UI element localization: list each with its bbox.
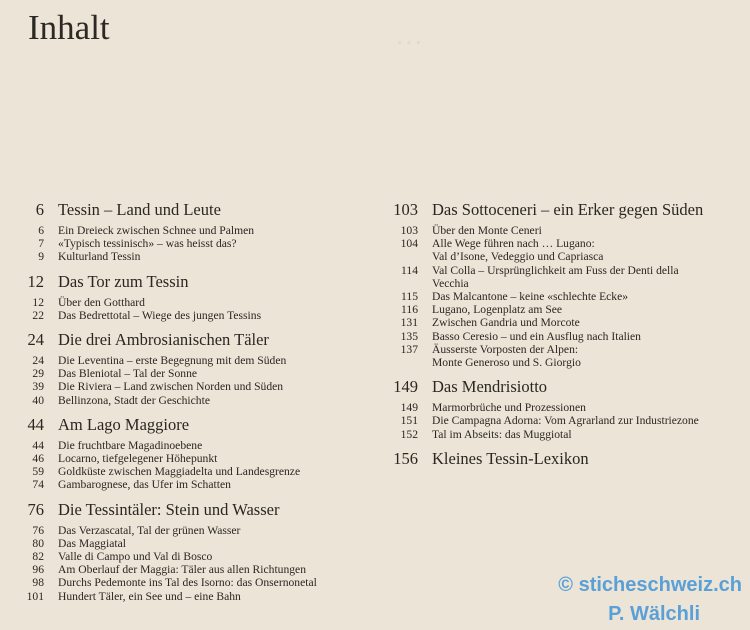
section-title: Das Mendrisiotto bbox=[432, 377, 548, 397]
toc-entry[interactable] bbox=[10, 237, 370, 250]
toc-entry[interactable] bbox=[10, 465, 370, 478]
entry-page-number: 6 bbox=[38, 224, 44, 237]
entry-text: Die fruchtbare Magadinoebene bbox=[58, 438, 203, 452]
page-title: Inhalt bbox=[28, 8, 110, 47]
entry-page-number: 22 bbox=[32, 308, 44, 322]
entry-page-number: 131 bbox=[400, 316, 418, 330]
section-title: Tessin – Land und Leute bbox=[58, 200, 221, 219]
entry-page-number: 151 bbox=[400, 414, 418, 428]
entry-text: Monte Generoso und S. Giorgio bbox=[432, 356, 581, 370]
entry-page-number bbox=[384, 250, 418, 263]
entry-page-number: 135 bbox=[400, 329, 418, 343]
entry-page-number: 24 bbox=[32, 354, 44, 368]
toc-entry[interactable] bbox=[10, 452, 370, 465]
section-page-number: 44 bbox=[27, 414, 44, 434]
toc-entry[interactable] bbox=[10, 478, 370, 491]
toc-entry[interactable] bbox=[10, 576, 370, 589]
toc-entry[interactable] bbox=[384, 401, 746, 414]
toc-entry[interactable] bbox=[10, 590, 370, 603]
entry-text: Valle di Campo und Val di Bosco bbox=[58, 550, 213, 564]
entry-page-number: 80 bbox=[32, 536, 44, 550]
section-page-number: 149 bbox=[393, 377, 418, 397]
entry-text: Das Bedrettotal – Wiege des jungen Tessins bbox=[58, 308, 262, 322]
section-page-number: 6 bbox=[35, 200, 44, 219]
toc-entry[interactable] bbox=[384, 330, 746, 343]
entry-text: Hundert Täler, ein See und – eine Bahn bbox=[58, 589, 241, 603]
entry-text: Am Oberlauf der Maggia: Täler aus allen Richtungen bbox=[58, 563, 307, 577]
entry-text: Das Verzascatal, Tal der grünen Wasser bbox=[58, 523, 241, 537]
toc-entry[interactable] bbox=[384, 237, 746, 250]
entry-text: «Typisch tessinisch» – was heisst das? bbox=[58, 237, 237, 251]
toc-entry[interactable] bbox=[10, 309, 370, 322]
toc-section bbox=[384, 377, 746, 441]
entry-page-number: 114 bbox=[401, 263, 418, 277]
entry-page-number: 152 bbox=[400, 427, 418, 441]
toc-entry[interactable] bbox=[384, 428, 746, 441]
entry-page-number: 116 bbox=[401, 303, 418, 317]
entry-text: Alle Wege führen nach … Lugano: bbox=[432, 237, 595, 251]
entry-text: Das Malcantone – keine «schlechte Ecke» bbox=[432, 290, 629, 304]
entry-page-number: 12 bbox=[32, 295, 44, 309]
toc-entry[interactable] bbox=[384, 290, 746, 303]
entry-page-number: 7 bbox=[38, 237, 44, 251]
entry-text: Das Bleniotal – Tal der Sonne bbox=[58, 367, 198, 381]
entry-text: Gambarognese, das Ufer im Schatten bbox=[58, 478, 231, 492]
toc-entry[interactable] bbox=[384, 264, 746, 277]
toc-entry[interactable] bbox=[384, 356, 746, 369]
entry-text: Äusserste Vorposten der Alpen: bbox=[432, 342, 579, 356]
entry-page-number: 9 bbox=[38, 250, 44, 264]
entry-text: Die Riviera – Land zwischen Norden und Süden bbox=[58, 380, 284, 394]
section-page-number: 103 bbox=[393, 200, 418, 219]
toc-section bbox=[10, 330, 370, 407]
entry-page-number: 103 bbox=[400, 224, 418, 237]
entry-text: Goldküste zwischen Maggiadelta und Landesgrenze bbox=[58, 465, 301, 479]
entry-page-number: 44 bbox=[32, 438, 44, 452]
entry-text: Val d’Isone, Vedeggio und Capriasca bbox=[432, 250, 604, 264]
toc-entry[interactable] bbox=[10, 394, 370, 407]
section-title: Die Tessintäler: Stein und Wasser bbox=[58, 499, 280, 519]
section-heading[interactable] bbox=[384, 200, 746, 224]
entry-text: Die Leventina – erste Begegnung mit dem Süden bbox=[58, 354, 287, 368]
toc-entry[interactable] bbox=[10, 439, 370, 452]
entry-text: Tal im Abseits: das Muggiotal bbox=[432, 427, 572, 441]
entry-page-number: 39 bbox=[32, 380, 44, 394]
toc-entry[interactable] bbox=[384, 277, 746, 290]
entry-page-number: 74 bbox=[32, 478, 44, 492]
entry-text: Vecchia bbox=[432, 276, 469, 290]
section-heading[interactable] bbox=[10, 330, 370, 354]
entry-text: Kulturland Tessin bbox=[58, 250, 141, 264]
toc-entry[interactable] bbox=[384, 316, 746, 329]
entry-page-number: 115 bbox=[401, 290, 418, 304]
toc-section bbox=[10, 500, 370, 603]
section-page-number: 156 bbox=[393, 448, 418, 468]
toc-entry[interactable] bbox=[384, 250, 746, 263]
section-heading[interactable] bbox=[10, 200, 370, 224]
toc-section bbox=[10, 272, 370, 322]
section-heading[interactable] bbox=[384, 449, 746, 473]
toc-entry[interactable] bbox=[10, 537, 370, 550]
toc-entry[interactable] bbox=[10, 550, 370, 563]
entry-page-number: 76 bbox=[32, 523, 44, 537]
toc-section bbox=[384, 449, 746, 473]
toc-section bbox=[384, 200, 746, 369]
section-page-number: 24 bbox=[27, 330, 44, 350]
entry-page-number: 137 bbox=[400, 342, 418, 356]
entry-text: Lugano, Logenplatz am See bbox=[432, 303, 563, 317]
entry-page-number: 82 bbox=[32, 550, 44, 564]
toc-entry[interactable] bbox=[10, 296, 370, 309]
entry-page-number: 101 bbox=[26, 589, 44, 603]
entry-text: Locarno, tiefgelegener Höhepunkt bbox=[58, 452, 218, 466]
section-title: Das Tor zum Tessin bbox=[58, 271, 189, 291]
toc-entry[interactable] bbox=[10, 367, 370, 380]
toc-left-column bbox=[10, 200, 370, 611]
entry-page-number: 96 bbox=[32, 563, 44, 577]
section-title: Das Sottoceneri – ein Erker gegen Süden bbox=[432, 200, 704, 219]
toc-entry[interactable] bbox=[384, 343, 746, 356]
entry-text: Val Colla – Ursprünglichkeit am Fuss der Denti della bbox=[432, 263, 679, 277]
toc-entry[interactable] bbox=[10, 380, 370, 393]
entry-page-number: 98 bbox=[32, 576, 44, 590]
entry-text: Marmorbrüche und Prozessionen bbox=[432, 401, 586, 415]
section-title: Die drei Ambrosianischen Täler bbox=[58, 330, 269, 350]
entry-text: Zwischen Gandria und Morcote bbox=[432, 316, 580, 330]
toc-entry[interactable] bbox=[384, 303, 746, 316]
entry-text: Basso Ceresio – und ein Ausflug nach Italien bbox=[432, 329, 641, 343]
toc-entry[interactable] bbox=[10, 224, 370, 237]
entry-page-number: 29 bbox=[32, 367, 44, 381]
watermark-author: P. Wälchli bbox=[608, 603, 700, 625]
entry-page-number: 40 bbox=[32, 393, 44, 407]
entry-text: Das Maggiatal bbox=[58, 536, 126, 550]
toc-entry[interactable] bbox=[10, 250, 370, 263]
entry-text: Bellinzona, Stadt der Geschichte bbox=[58, 393, 210, 407]
watermark-copyright: © sticheschweiz.ch bbox=[558, 574, 742, 596]
toc-entry[interactable] bbox=[10, 524, 370, 537]
toc-entry[interactable] bbox=[10, 563, 370, 576]
toc-section bbox=[10, 200, 370, 264]
section-title: Am Lago Maggiore bbox=[58, 414, 190, 434]
entry-page-number bbox=[384, 277, 418, 290]
section-heading[interactable] bbox=[384, 377, 746, 401]
toc-section bbox=[10, 415, 370, 492]
entry-page-number: 59 bbox=[32, 465, 44, 479]
entry-text: Durchs Pedemonte ins Tal des Isorno: das Onsernonetal bbox=[58, 576, 317, 590]
entry-text: Die Campagna Adorna: Vom Agrarland zur Industriezone bbox=[432, 414, 699, 428]
toc-entry[interactable] bbox=[10, 354, 370, 367]
section-page-number: 76 bbox=[27, 499, 44, 519]
entry-text: Über den Monte Ceneri bbox=[432, 224, 542, 237]
toc-right-column bbox=[384, 200, 746, 481]
entry-text: Über den Gotthard bbox=[58, 295, 145, 309]
entry-page-number: 149 bbox=[400, 401, 418, 415]
faded-heading: … bbox=[395, 20, 424, 51]
entry-page-number: 46 bbox=[32, 452, 44, 466]
section-title: Kleines Tessin-Lexikon bbox=[432, 448, 589, 468]
toc-entry[interactable] bbox=[384, 414, 746, 427]
section-page-number: 12 bbox=[27, 271, 44, 291]
entry-text: Ein Dreieck zwischen Schnee und Palmen bbox=[58, 224, 255, 237]
section-heading[interactable] bbox=[10, 500, 370, 524]
entry-page-number: 104 bbox=[400, 237, 418, 251]
entry-page-number bbox=[384, 356, 418, 369]
section-heading[interactable] bbox=[10, 415, 370, 439]
toc-entry[interactable] bbox=[384, 224, 746, 237]
section-heading[interactable] bbox=[10, 272, 370, 296]
